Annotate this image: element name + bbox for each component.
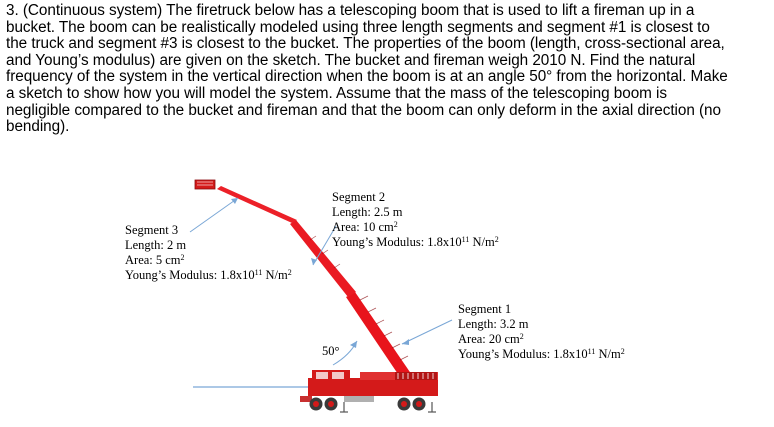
- angle-label: 50°: [322, 344, 340, 358]
- segment2-title: Segment 2: [332, 190, 386, 204]
- segment1-title: Segment 1: [458, 302, 512, 316]
- problem-line: the truck and segment #3 is closest to the bucket. The properties of the boom (length, cross-sectional area,: [6, 35, 725, 53]
- segment2-modulus: Young’s Modulus: $1.8x10^{11}$ $N/m^2$: [332, 235, 499, 249]
- segment2-length: Length: 2.5 m: [332, 205, 403, 219]
- segment1-label: [458, 302, 625, 362]
- truck-body: [300, 370, 438, 402]
- segment3-modulus: Young’s Modulus: $1.8x10^{11}$ $N/m^2$: [125, 268, 292, 282]
- segment3-length: Length: 2 m: [125, 238, 187, 252]
- problem-line: bucket. The boom can be realistically modeled using three length segments and segment #1 is closest to: [6, 18, 710, 36]
- bucket: [195, 180, 215, 189]
- boom-segment-1: [346, 292, 414, 383]
- problem-line: and Young’s modulus) are given on the sketch. The bucket and fireman weigh 2010 N. Find the natural: [6, 51, 696, 69]
- segment1-area: Area: 20 $cm^2$: [458, 332, 524, 346]
- problem-line: frequency of the system in the vertical direction when the boom is at an angle 50° from the horizontal. Make: [6, 68, 728, 86]
- segment1-modulus: Young’s Modulus: $1.8x10^{11}$ $N/m^2$: [458, 347, 625, 361]
- problem-line: negligible compared to the bucket and fireman and that the boom can only deform in the axial direction (no: [6, 101, 721, 119]
- segment3-label: [125, 223, 292, 283]
- problem-line: a sketch to show how you will model the system. Assume that the mass of the telescoping boom is: [6, 84, 667, 102]
- problem-line: 3. (Continuous system) The firetruck below has a telescoping boom that is used to lift a fireman up in a: [6, 2, 695, 19]
- segment2-area: Area: 10 $cm^2$: [332, 220, 398, 234]
- segment3-title: Segment 3: [125, 223, 179, 237]
- segment1-length: Length: 3.2 m: [458, 317, 529, 331]
- segment3-area: Area: 5 $cm^2$: [125, 253, 185, 267]
- segment1-leader: [402, 320, 452, 344]
- segment2-label: [332, 190, 499, 250]
- problem-line: bending).: [6, 118, 70, 136]
